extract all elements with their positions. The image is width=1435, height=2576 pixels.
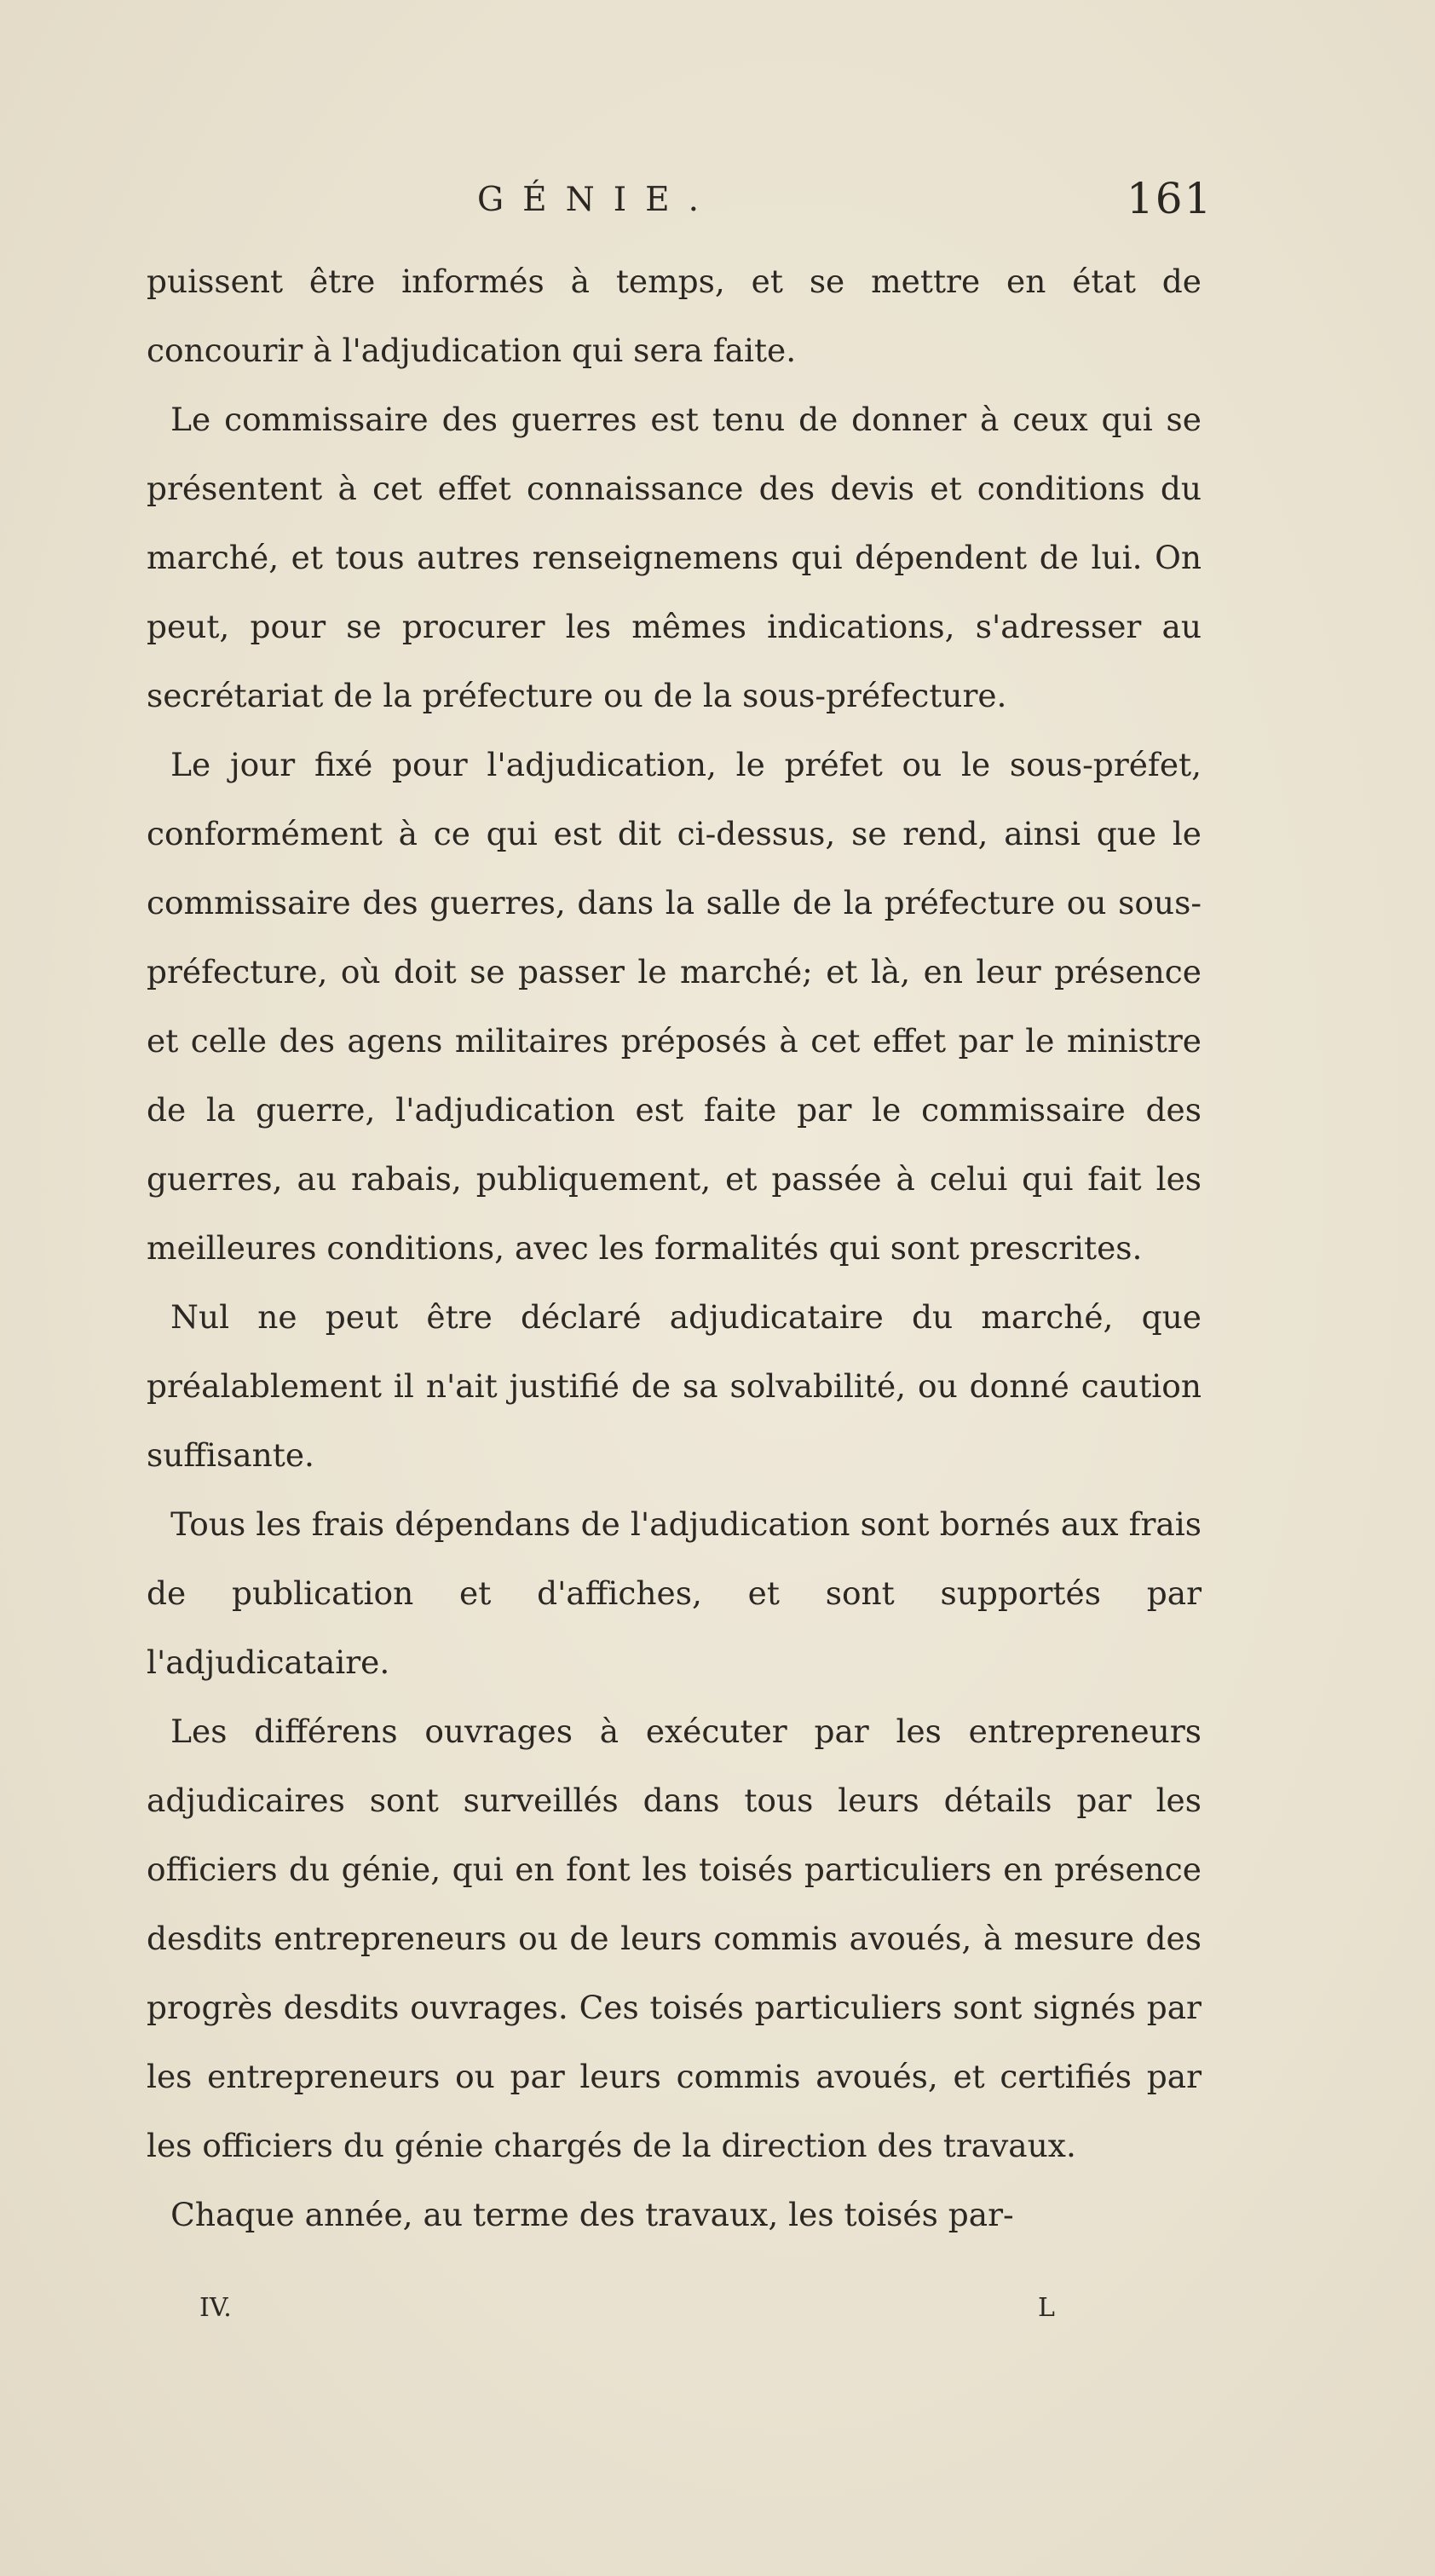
page-footer xyxy=(0,2293,1435,2336)
paragraph: Tous les frais dépendans de l'adjudication sont bornés aux frais de publication et d'affiches, et sont supportés par l'adjudicataire. xyxy=(147,1505,1202,1681)
paragraph: Nul ne peut être déclaré adjudicataire du marché, que préalablement il n'ait justifié de sa solvabilité, ou donné caution suffisante. xyxy=(147,1298,1202,1474)
paragraph: Chaque année, au terme des travaux, les toisés par- xyxy=(170,2196,1014,2233)
volume-signature: IV. xyxy=(199,2293,232,2323)
paragraph-continuation: puissent être informés à temps, et se mettre en état de concourir à l'adjudication qui sera faite. xyxy=(147,263,1202,369)
body-text xyxy=(147,247,1202,2250)
page-number: 161 xyxy=(1127,174,1213,223)
paragraph: Le commissaire des guerres est tenu de donner à ceux qui se présentent à cet effet connaissance des devis et conditions du marché, et tous autres renseignemens qui dépendent de lui. On peut, pour se procurer les mêmes indications, s'adresser au secrétariat de la préfecture ou de la sous-préfecture. xyxy=(147,401,1202,714)
paragraph: Les différens ouvrages à exécuter par les entrepreneurs adjudicaires sont surveillés dans tous leurs détails par les officiers du génie, qui en font les toisés particuliers en présence desdits entrepreneurs ou de leurs commis avoués, à mesure des progrès desdits ouvrages. Ces toisés particuliers sont signés par les entrepreneurs ou par leurs commis avoués, et certifiés par les officiers du génie chargés de la direction des travaux. xyxy=(147,1713,1202,2164)
running-head: GÉNIE. xyxy=(477,181,718,219)
sheet-signature: L xyxy=(1038,2293,1055,2323)
page-header xyxy=(0,174,1435,240)
paragraph: Le jour fixé pour l'adjudication, le préfet ou le sous-préfet, conformément à ce qui est dit ci-dessus, se rend, ainsi que le commissaire des guerres, dans la salle de la préfecture ou sous-préfecture, où doit se passer le marché; et là, en leur présence et celle des agens militaires préposés à cet effet par le ministre de la guerre, l'adjudication est faite par le commissaire des guerres, au rabais, publiquement, et passée à celui qui fait les meilleures conditions, avec les formalités qui sont prescrites. xyxy=(147,746,1202,1267)
